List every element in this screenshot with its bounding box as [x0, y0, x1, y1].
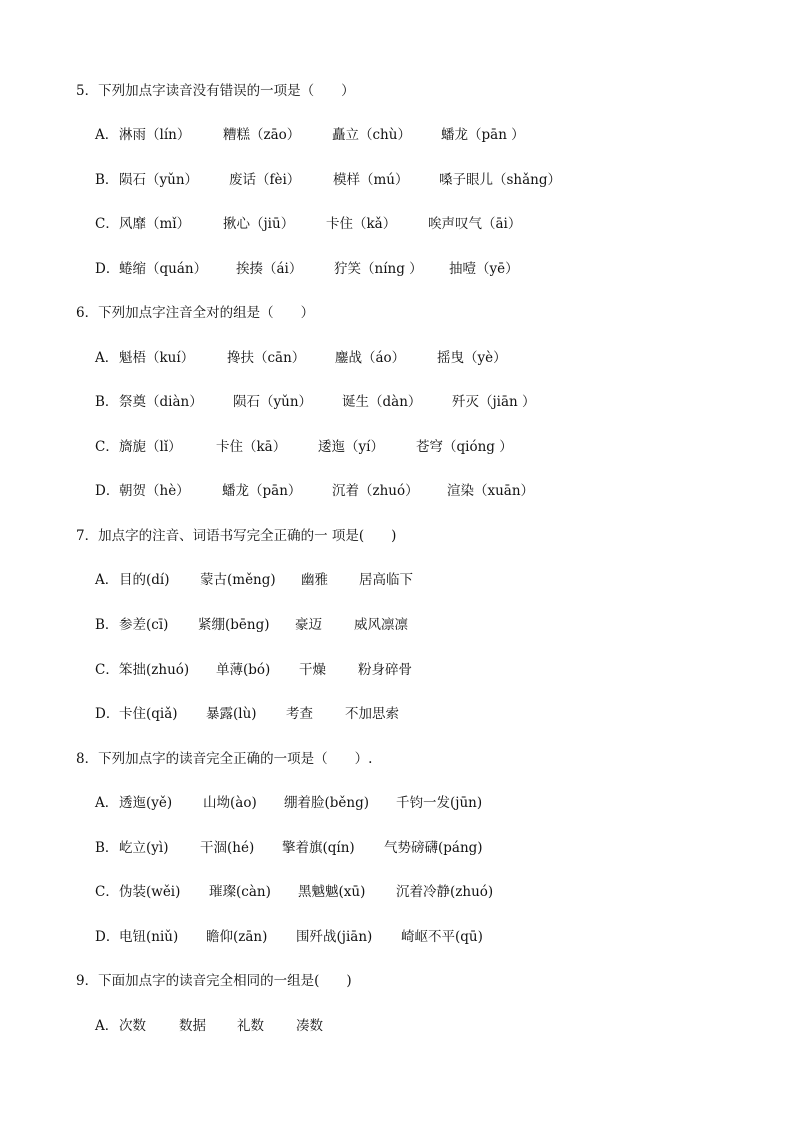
question-7-stem: 7．加点字的注音、词语书写完全正确的一 项是( ) — [76, 528, 397, 544]
option-item: 模样（mú） — [333, 172, 409, 188]
option-item: 暴露(lù) — [206, 706, 257, 722]
option-item: 摇曳（yè） — [437, 350, 507, 366]
option-item: 伪装(wěi) — [119, 884, 181, 900]
option-letter: D． — [95, 483, 120, 499]
option-item: 参差(cī) — [119, 617, 169, 633]
option-item: 璀璨(càn) — [209, 884, 271, 900]
option-item: 单薄(bó) — [216, 662, 271, 678]
option-item: 蟠龙（pān） — [222, 483, 302, 499]
option-item: 魁梧（kuí） — [119, 350, 195, 366]
option-item: 祭奠（diàn） — [119, 394, 203, 410]
option-item: 蟠龙（pān ） — [441, 127, 525, 143]
option-letter: C． — [95, 216, 119, 232]
option-letter: B． — [95, 617, 119, 633]
option-item: 糟糕（zāo） — [223, 127, 301, 143]
option-item: 矗立（chù） — [332, 127, 411, 143]
option-item: 唉声叹气（āi） — [428, 216, 522, 232]
option-item: 干涸(hé) — [200, 840, 255, 856]
option-letter: A． — [95, 350, 119, 366]
option-item: 逶迤（yí） — [318, 439, 384, 455]
option-item: 卡住（kā） — [216, 439, 287, 455]
option-item: 礼数 — [237, 1018, 264, 1034]
option-item: 苍穹（qióng ） — [416, 439, 513, 455]
option-item: 居高临下 — [359, 572, 413, 588]
option-item: 淋雨（lín） — [119, 127, 191, 143]
option-letter: D． — [95, 929, 120, 945]
option-item: 山坳(ào) — [203, 795, 257, 811]
option-item: 陨石（yǔn） — [233, 394, 313, 410]
option-item: 鏖战（áo） — [335, 350, 406, 366]
option-letter: D． — [95, 706, 120, 722]
option-letter: B． — [95, 172, 119, 188]
option-item: 威风凛凛 — [354, 617, 408, 633]
question-9-stem: 9．下面加点字的读音完全相同的一组是( ) — [76, 973, 352, 989]
option-letter: C． — [95, 439, 119, 455]
option-item: 目的(dí) — [119, 572, 170, 588]
option-item: 嗓子眼儿（shǎng） — [439, 172, 562, 188]
option-item: 搀扶（cān） — [227, 350, 306, 366]
option-item: 屹立(yì) — [119, 840, 169, 856]
option-item: 抽噎（yē） — [449, 261, 519, 277]
question-6-stem: 6．下列加点字注音全对的组是（ ） — [76, 305, 315, 321]
option-letter: B． — [95, 394, 119, 410]
option-item: 揪心（jiū） — [223, 216, 295, 232]
option-item: 透迤(yě) — [119, 795, 173, 811]
option-item: 沉着（zhuó） — [332, 483, 419, 499]
option-item: 粉身碎骨 — [358, 662, 412, 678]
option-item: 挨揍（ái） — [236, 261, 303, 277]
option-item: 笨拙(zhuó) — [119, 662, 190, 678]
option-item: 不加思索 — [345, 706, 399, 722]
option-item: 崎岖不平(qū) — [401, 929, 483, 945]
option-letter: B． — [95, 840, 119, 856]
option-item: 气势磅礴(páng) — [384, 840, 483, 856]
option-item: 卡住（kǎ） — [326, 216, 397, 232]
question-8-stem: 8．下列加点字的读音完全正确的一项是（ ）. — [76, 751, 373, 767]
option-letter: C． — [95, 662, 119, 678]
option-letter: A． — [95, 795, 119, 811]
option-item: 诞生（dàn） — [342, 394, 422, 410]
option-item: 千钧一发(jūn) — [396, 795, 483, 811]
option-item: 朝贺（hè） — [119, 483, 190, 499]
option-letter: D． — [95, 261, 120, 277]
option-letter: A． — [95, 572, 119, 588]
option-item: 数据 — [179, 1018, 206, 1034]
option-item: 黑魆魆(xū) — [298, 884, 366, 900]
option-item: 渲染（xuān） — [447, 483, 535, 499]
option-item: 紧绷(bēng) — [198, 617, 270, 633]
option-item: 风靡（mǐ） — [119, 216, 191, 232]
option-item: 擎着旗(qín) — [282, 840, 355, 856]
option-item: 废话（fèi） — [229, 172, 301, 188]
option-item: 蒙古(měng) — [200, 572, 276, 588]
option-item: 蜷缩（quán） — [119, 261, 208, 277]
option-item: 考查 — [286, 706, 313, 722]
option-item: 电钮(niǔ) — [119, 929, 179, 945]
option-letter: A． — [95, 1018, 119, 1034]
option-item: 狞笑（níng ） — [334, 261, 423, 277]
option-item: 沉着冷静(zhuó) — [396, 884, 494, 900]
option-item: 幽雅 — [301, 572, 328, 588]
option-item: 次数 — [119, 1018, 146, 1034]
option-item: 瞻仰(zān) — [206, 929, 268, 945]
option-item: 豪迈 — [295, 617, 322, 633]
option-item: 围歼战(jiān) — [296, 929, 373, 945]
option-item: 干燥 — [299, 662, 326, 678]
option-item: 陨石（yǔn） — [119, 172, 199, 188]
option-item: 凑数 — [296, 1018, 323, 1034]
question-5-stem: 5．下列加点字读音没有错误的一项是（ ） — [76, 83, 355, 99]
option-letter: C． — [95, 884, 119, 900]
option-item: 绷着脸(běng) — [284, 795, 370, 811]
option-item: 卡住(qiǎ) — [119, 706, 178, 722]
option-item: 旖旎（lǐ） — [119, 439, 182, 455]
option-item: 歼灭（jiān ） — [452, 394, 536, 410]
option-letter: A． — [95, 127, 119, 143]
